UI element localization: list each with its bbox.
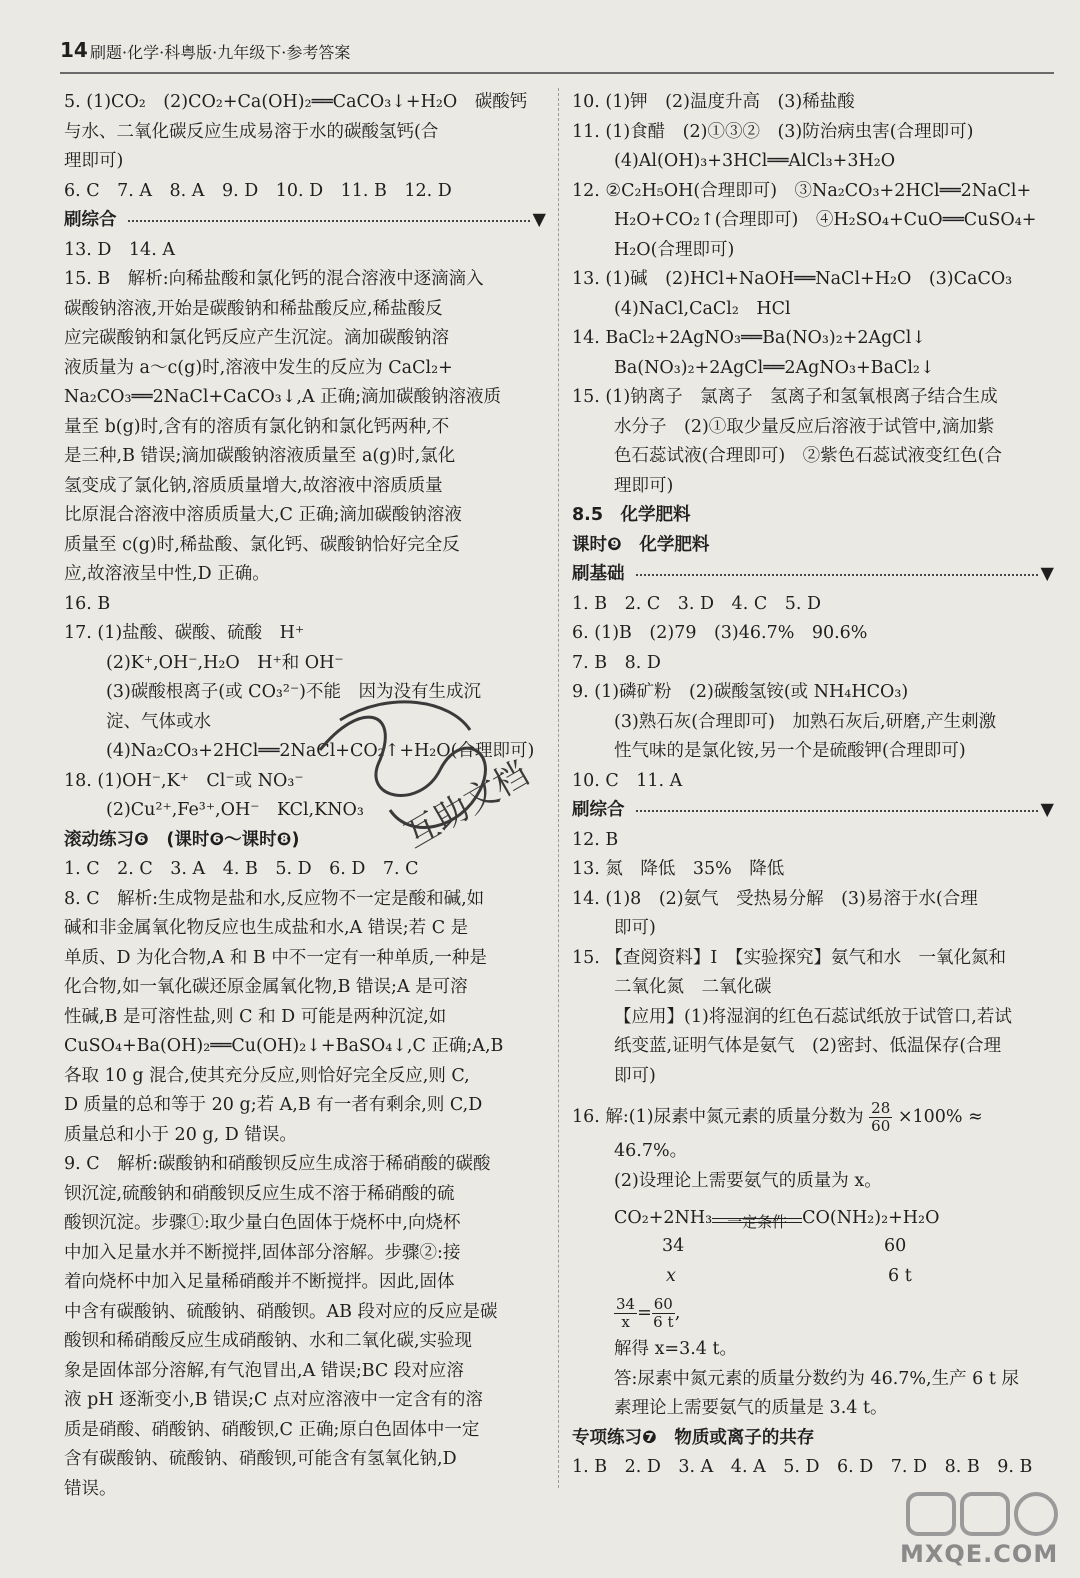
left-column-line: 着向烧杯中加入足量稀硝酸并不断搅拌。因此,固体 xyxy=(64,1272,455,1292)
right-column-line: 即可) xyxy=(614,918,656,938)
right-column-line: 课时❾ 化学肥料 xyxy=(572,534,710,555)
left-column-line: (2)Cu²⁺,Fe³⁺,OH⁻ KCl,KNO₃ xyxy=(106,800,364,820)
triangle-down-icon: ▼ xyxy=(1040,564,1054,584)
right-column-line: H₂O(合理即可) xyxy=(614,239,735,260)
right-column xyxy=(572,88,1054,1483)
special-practice-title: 专项练习❼ 物质或离子的共存 xyxy=(572,1427,815,1448)
left-column-line: 质量至 c(g)时,稀盐酸、氯化钙、碳酸钠恰好完全反 xyxy=(64,534,460,555)
left-column-line: 液质量为 a～c(g)时,溶液中发生的反应为 CaCl₂+ xyxy=(64,357,453,378)
left-column-line: 理即可) xyxy=(64,151,124,171)
right-column-line: 9. (1)磷矿粉 (2)碳酸氢铵(或 NH₄HCO₃) xyxy=(572,682,909,702)
left-column-line: 18. (1)OH⁻,K⁺ Cl⁻或 NO₃⁻ xyxy=(64,770,304,791)
right-column-line: 二氧化氮 二氧化碳 xyxy=(614,977,772,997)
q16-line-1: 16. 解:(1)尿素中氮元素的质量分数为 $\frac{28}{60}$ ×100% ≈ xyxy=(572,1099,983,1135)
left-column-line: 错误。 xyxy=(64,1478,117,1499)
left-column-line: (3)碳酸根离子(或 CO₃²⁻)不能 因为没有生成沉 xyxy=(106,682,482,702)
left-column-line: 碳酸钠溶液,开始是碳酸钠和稀盐酸反应,稀盐酸反 xyxy=(64,298,443,319)
section-heading xyxy=(64,206,546,236)
left-column-line: 各取 10 g 混合,使其充分反应,则恰好完全反应,则 C, xyxy=(64,1065,470,1086)
left-column-line: 9. C 解析:碳酸钠和硝酸钡反应生成溶于稀硝酸的碳酸 xyxy=(64,1154,491,1174)
left-column-line: 比原混合溶液中溶质质量大,C 正确;滴加碳酸钠溶液 xyxy=(64,505,462,525)
site-logo-text: MXQE.COM xyxy=(900,1540,1059,1568)
watermark-stamp xyxy=(300,690,540,870)
right-column-line: 14. (1)8 (2)氨气 受热易分解 (3)易溶于水(合理 xyxy=(572,888,978,909)
proportion: $\frac{34}{x}$ = $\frac{60}{6 t}$ , xyxy=(616,1295,681,1331)
left-column-line: 中加入足量水并不断搅拌,固体部分溶解。步骤②:接 xyxy=(64,1242,461,1263)
left-column-line: 16. B xyxy=(64,593,111,614)
dotted-leader xyxy=(636,810,1038,812)
left-column-line: 6. C 7. A 8. A 9. D 10. D 11. B 12. D xyxy=(64,180,452,201)
section-heading xyxy=(572,796,1054,826)
header-title: 刷题·化学·科粤版·九年级下·参考答案 xyxy=(90,43,351,62)
dotted-leader xyxy=(128,220,530,222)
right-column-line: H₂O+CO₂↑(合理即可) ④H₂SO₄+CuO══CuSO₄+ xyxy=(614,210,1037,230)
section-heading-label: 刷基础 xyxy=(572,564,625,584)
special-practice-answers: 1. B 2. D 3. A 4. A 5. D 6. D 7. D 8. B 9. B xyxy=(572,1457,1033,1477)
left-column-line: 液 pH 逐渐变小,B 错误;C 点对应溶液中一定含有的溶 xyxy=(64,1390,483,1410)
right-column-line: 7. B 8. D xyxy=(572,652,661,673)
answer-line-2: 素理论上需要氨气的质量是 3.4 t。 xyxy=(614,1398,888,1418)
left-column-line: 应,故溶液呈中性,D 正确。 xyxy=(64,564,270,584)
left-column-line: 滚动练习❻ (课时❻～课时❽) xyxy=(64,829,300,850)
left-column-line: 13. D 14. A xyxy=(64,239,175,260)
right-column-line: 纸变蓝,证明气体是氨气 (2)密封、低温保存(合理 xyxy=(614,1036,1002,1056)
left-column-line: 碱和非金属氧化物反应也生成盐和水,A 错误;若 C 是 xyxy=(64,918,469,938)
right-column-line: 1. B 2. C 3. D 4. C 5. D xyxy=(572,593,821,614)
watermark-text: 互助文档 xyxy=(397,753,536,857)
right-column-line: 8.5 化学肥料 xyxy=(572,505,691,525)
right-column-line: 性气味的是氯化铵,另一个是硫酸钾(合理即可) xyxy=(614,741,966,761)
left-column-line: 中含有碳酸钠、硫酸钠、硝酸钡。AB 段对应的反应是碳 xyxy=(64,1301,498,1322)
reaction-equation: CO₂+2NH₃ 一定条件 CO(NH₂)₂+H₂O xyxy=(614,1208,940,1231)
left-column-line: D 质量的总和等于 20 g;若 A,B 有一者有剩余,则 C,D xyxy=(64,1095,483,1115)
right-column-line: 15. (1)钠离子 氯离子 氢离子和氢氧根离子结合生成 xyxy=(572,387,998,407)
left-column-line: 量至 b(g)时,含有的溶质有氯化钠和氯化钙两种,不 xyxy=(64,416,450,437)
ratio-row-2: x 6 t xyxy=(666,1265,912,1286)
triangle-down-icon: ▼ xyxy=(532,210,546,230)
left-column-line: (4)Na₂CO₃+2HCl══2NaCl+CO₂↑+H₂O(合理即可) xyxy=(106,741,535,761)
section-heading xyxy=(572,560,1054,590)
right-column-line: 水分子 (2)①取少量反应后溶液于试管中,滴加紫 xyxy=(614,416,995,437)
left-column-line: 与水、二氧化碳反应生成易溶于水的碳酸氢钙(合 xyxy=(64,121,439,142)
left-column-line: 性碱,B 是可溶性盐,则 C 和 D 可能是两种沉淀,如 xyxy=(64,1006,447,1027)
dotted-leader xyxy=(636,574,1038,576)
solve-line: 解得 x=3.4 t。 xyxy=(614,1339,738,1359)
right-column-line: 12. B xyxy=(572,829,619,850)
left-column-line: 酸钡沉淀。步骤①:取少量白色固体于烧杯中,向烧杯 xyxy=(64,1213,461,1233)
right-column-lines xyxy=(572,88,1054,1091)
left-column-line: 化合物,如一氧化碳还原金属氧化物,B 错误;A 是可溶 xyxy=(64,977,468,997)
left-column-line: 单质、D 为化合物,A 和 B 中不一定有一种单质,一种是 xyxy=(64,947,487,968)
left-column-line: 应完碳酸钠和氯化钙反应产生沉淀。滴加碳酸钠溶 xyxy=(64,328,449,348)
left-column-line: 质量总和小于 20 g, D 错误。 xyxy=(64,1124,297,1145)
left-column-line: 5. (1)CO₂ (2)CO₂+Ca(OH)₂══CaCO₃↓+H₂O 碳酸钙 xyxy=(64,92,528,112)
column-divider xyxy=(558,88,560,1488)
page-number: 14 xyxy=(60,38,88,62)
left-column-line: 钡沉淀,硫酸钠和硝酸钡反应生成不溶于稀硝酸的硫 xyxy=(64,1183,455,1204)
right-column-line: 即可) xyxy=(614,1065,656,1086)
answer-line-1: 答:尿素中氮元素的质量分数约为 46.7%,生产 6 t 尿 xyxy=(614,1368,1019,1389)
right-column-line: (3)熟石灰(合理即可) 加熟石灰后,研磨,产生刺激 xyxy=(614,711,997,732)
right-column-line: 13. (1)碱 (2)HCl+NaOH══NaCl+H₂O (3)CaCO₃ xyxy=(572,269,1013,289)
right-column-line: (4)NaCl,CaCl₂ HCl xyxy=(614,298,791,319)
left-column-line: 17. (1)盐酸、碳酸、硫酸 H⁺ xyxy=(64,623,305,643)
right-column-line: 10. C 11. A xyxy=(572,770,683,791)
left-column-line: 质是硝酸、硝酸钠、硝酸钡,C 正确;原白色固体中一定 xyxy=(64,1419,480,1440)
right-column-line: 【应用】(1)将湿润的红色石蕊试纸放于试管口,若试 xyxy=(614,1006,1012,1027)
triangle-down-icon: ▼ xyxy=(1040,800,1054,820)
left-column-line: 淀、气体或水 xyxy=(106,711,211,732)
right-column-line: 11. (1)食醋 (2)①③② (3)防治病虫害(合理即可) xyxy=(572,121,974,142)
q16-line-2: 46.7%。 xyxy=(614,1141,688,1161)
fraction-28-60: $\frac{28}{60}$ xyxy=(871,1099,891,1135)
section-heading-label: 刷综合 xyxy=(572,800,625,820)
left-column-line: 8. C 解析:生成物是盐和水,反应物不一定是酸和碱,如 xyxy=(64,888,485,909)
left-column-line: 氢变成了氯化钠,溶质质量增大,故溶液中溶质质量 xyxy=(64,475,443,496)
left-column-line: 1. C 2. C 3. A 4. B 5. D 6. D 7. C xyxy=(64,859,419,879)
left-column-line: 15. B 解析:向稀盐酸和氯化钙的混合溶液中逐滴滴入 xyxy=(64,269,484,289)
q16-line-3: (2)设理论上需要氨气的质量为 x。 xyxy=(614,1170,882,1191)
left-column-line: (2)K⁺,OH⁻,H₂O H⁺和 OH⁻ xyxy=(106,652,344,673)
right-column-line: 10. (1)钾 (2)温度升高 (3)稀盐酸 xyxy=(572,92,855,112)
left-column-line: 是三种,B 错误;滴加碳酸钠溶液质量至 a(g)时,氯化 xyxy=(64,446,456,466)
right-column-line: 12. ②C₂H₅OH(合理即可) ③Na₂CO₃+2HCl══2NaCl+ xyxy=(572,180,1032,201)
left-column-line: 含有碳酸钠、硫酸钠、硝酸钡,可能含有氢氧化钠,D xyxy=(64,1449,457,1469)
right-column-line: 13. 氮 降低 35% 降低 xyxy=(572,859,785,879)
left-column-line: 象是固体部分溶解,有气泡冒出,A 错误;BC 段对应溶 xyxy=(64,1360,464,1381)
ratio-row-1: 34 60 xyxy=(662,1236,907,1256)
right-column-line: 色石蕊试液(合理即可) ②紫色石蕊试液变红色(合 xyxy=(614,446,1002,466)
page-header xyxy=(60,38,1054,74)
section-heading-label: 刷综合 xyxy=(64,210,117,230)
right-column-line: 14. BaCl₂+2AgNO₃══Ba(NO₃)₂+2AgCl↓ xyxy=(572,328,926,348)
left-column-line: 酸钡和稀硝酸反应生成硝酸钠、水和二氧化碳,实验现 xyxy=(64,1331,473,1351)
right-column-line: (4)Al(OH)₃+3HCl══AlCl₃+3H₂O xyxy=(614,151,896,171)
right-column-line: 理即可) xyxy=(614,475,674,496)
left-column-line: Na₂CO₃══2NaCl+CaCO₃↓,A 正确;滴加碳酸钠溶液质 xyxy=(64,387,502,407)
left-column-line: CuSO₄+Ba(OH)₂══Cu(OH)₂↓+BaSO₄↓,C 正确;A,B xyxy=(64,1036,504,1056)
right-column-line: 15. 【查阅资料】Ⅰ 【实验探究】氨气和水 一氧化氮和 xyxy=(572,947,1007,968)
right-column-line: Ba(NO₃)₂+2AgCl══2AgNO₃+BaCl₂↓ xyxy=(614,357,935,378)
right-column-line: 6. (1)B (2)79 (3)46.7% 90.6% xyxy=(572,623,868,643)
